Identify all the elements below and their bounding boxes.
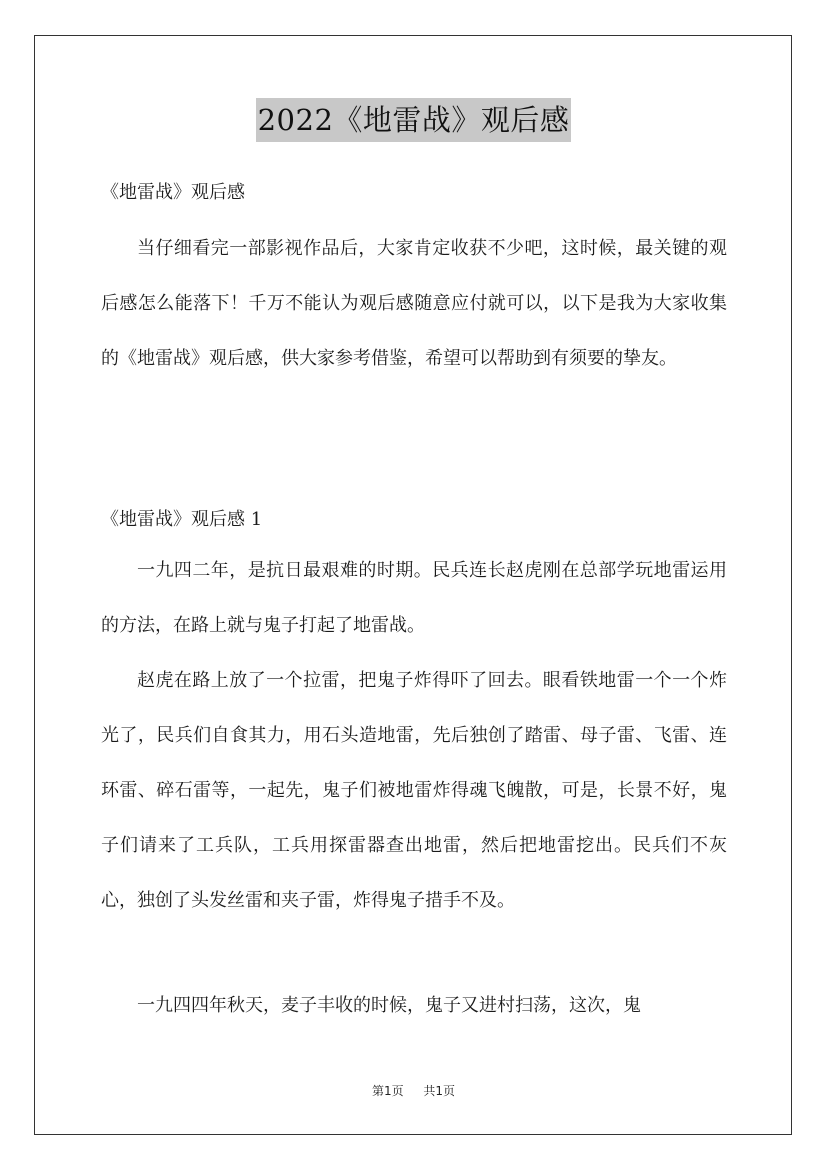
page-number: 第1页 (372, 1084, 404, 1098)
body-paragraph-3: 一九四四年秋天，麦子丰收的时候，鬼子又进村扫荡，这次，鬼 (137, 995, 641, 1016)
intro-paragraph: 当仔细看完一部影视作品后，大家肯定收获不少吧，这时候，最关键的观后感怎么能落下！千万不能认为观后感随意应付就可以，以下是我为大家收集的《地雷战》观后感，供大家参考借鉴，希望可以帮助到有须要的挚友。 (101, 238, 727, 369)
title-container (0, 98, 827, 142)
page-total: 共1页 (423, 1084, 455, 1098)
document-subtitle: 《地雷战》观后感 (101, 182, 245, 203)
body-paragraph-1: 一九四二年，是抗日最艰难的时期。民兵连长赵虎刚在总部学玩地雷运用的方法，在路上就与鬼子打起了地雷战。 (101, 560, 727, 636)
section-heading: 《地雷战》观后感 1 (101, 509, 263, 530)
page-footer (0, 1083, 827, 1099)
document-title: 2022《地雷战》观后感 (256, 98, 572, 142)
body-paragraph-2: 赵虎在路上放了一个拉雷，把鬼子炸得吓了回去。眼看铁地雷一个一个炸光了，民兵们自食其力，用石头造地雷，先后独创了踏雷、母子雷、飞雷、连环雷、碎石雷等，一起先，鬼子们被地雷炸得魂飞魄散，可是，长景不好，鬼子们请来了工兵队，工兵用探雷器查出地雷，然后把地雷挖出。民兵们不灰心，独创了头发丝雷和夹子雷，炸得鬼子措手不及。 (101, 670, 727, 911)
